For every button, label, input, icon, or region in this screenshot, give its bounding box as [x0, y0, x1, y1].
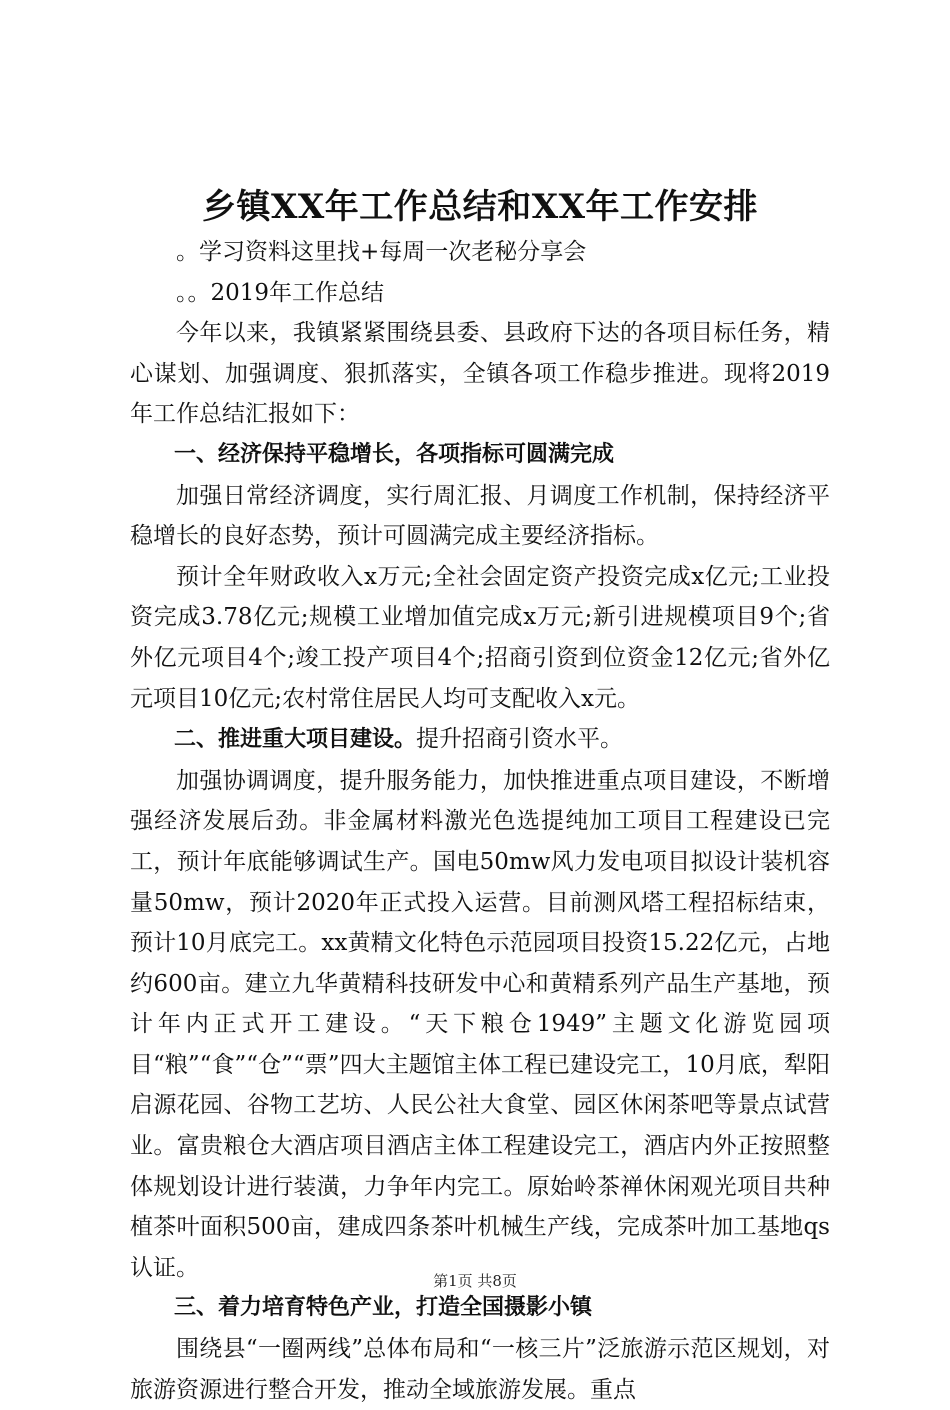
paragraph: 预计全年财政收入x万元;全社会固定资产投资完成x亿元;工业投资完成3.78亿元;规模工业增加值完成x万元;新引进规模项目9个;省外亿元项目4个;竣工投产项目4个;招商引资到位资金12亿元;省外亿元项目10亿元;农村常住居民人均可支配收入x元。	[130, 563, 830, 712]
section-heading: 一、经济保持平稳增长，各项指标可圆满完成	[174, 441, 615, 467]
paragraph: 加强日常经济调度，实行周汇报、月调度工作机制，保持经济平稳增长的良好态势，预计可圆满完成主要经济指标。	[130, 482, 830, 550]
paragraph: 加强协调调度，提升服务能力，加快推进重点项目建设，不断增强经济发展后劲。非金属材料激光色选提纯加工项目工程建设已完工，预计年底能够调试生产。国电50mw风力发电项目拟设计装机容量50mw，预计2020年正式投入运营。目前测风塔工程招标结束，预计10月底完工。xx黄精文化特色示范园项目投资15.22亿元，占地约600亩。建立九华黄精科技研发中心和黄精系列产品生产基地，预计年内正式开工建设。“天下粮仓1949”主题文化游览园项目“粮”“食”“仓”“票”四大主题馆主体工程已建设完工，10月底，犁阳启源花园、谷物工艺坊、人民公社大食堂、园区休闲茶吧等景点试营业。富贵粮仓大酒店项目酒店主体工程建设完工，酒店内外正按照整体规划设计进行装潢，力争年内完工。原始岭茶禅休闲观光项目共种植茶叶面积500亩，建成四条茶叶机械生产线，完成茶叶加工基地qs认证。	[130, 767, 830, 1281]
paragraph: 围绕县“一圈两线”总体布局和“一核三片”泛旅游示范区规划，对旅游资源进行整合开发，推动全域旅游发展。重点	[130, 1336, 830, 1403]
paragraph: 。。2019年工作总结	[176, 279, 385, 306]
paragraph: 今年以来，我镇紧紧围绕县委、县政府下达的各项目标任务，精心谋划、加强调度、狠抓落实，全镇各项工作稳步推进。现将2019年工作总结汇报如下：	[130, 320, 830, 428]
section-heading: 三、着力培育特色产业，打造全国摄影小镇	[174, 1295, 593, 1321]
section-heading	[130, 719, 830, 761]
document-title: 乡镇XX年工作总结和XX年工作安排	[201, 187, 759, 227]
section-heading-bold: 二、推进重大项目建设。	[174, 727, 417, 753]
document-body	[130, 232, 830, 1410]
paragraph: 。学习资料这里找+每周一次老秘分享会	[176, 239, 587, 265]
page-footer: 第1页 共8页	[433, 1272, 517, 1290]
section-heading-tail: 提升招商引资水平。	[416, 726, 624, 753]
